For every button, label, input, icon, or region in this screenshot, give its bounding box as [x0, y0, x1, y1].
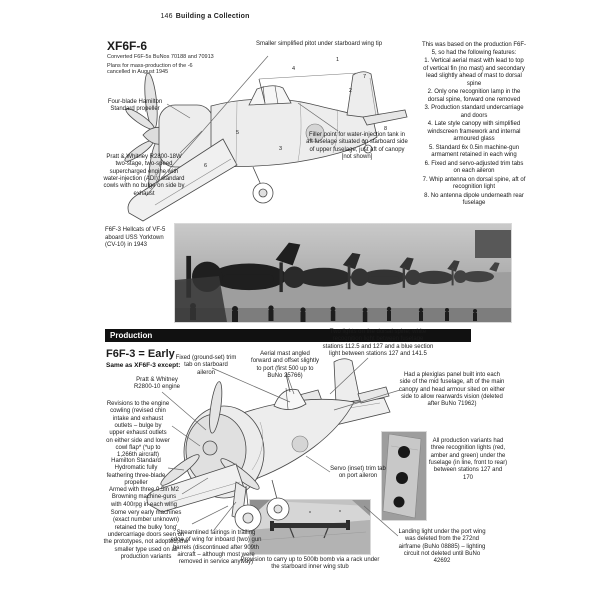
label-cowling-revisions: Revisions to the engine cowling (revised chin intake and exhaust outlets – bulge by upper exhaust outlets on either side and lower cowl flap* (*up to 1,266th aircraft)	[106, 401, 170, 459]
callout-3: 3	[279, 146, 283, 152]
label-three-blade-propeller: Hamilton Standard Hydromatic fully feathering three-blade propeller	[106, 458, 166, 486]
label-gun-fairings: Streamlined fairings in trailing edge of wing for inboard (two) gun barrels (discontinued after 909th aircraft – although most were removed in service anyway)	[170, 530, 262, 566]
xf6f6-subtitle: Converted F6F-5s BuNos 70188 and 70913	[107, 54, 214, 60]
label-four-blade-propeller: Four-blade Hamilton Standard propeller	[107, 99, 163, 113]
feature-intro: This was based on the production F6F-5, so had the following features:	[421, 42, 527, 56]
callout-8: 8	[384, 126, 388, 132]
page-number: 146	[160, 13, 173, 20]
label-landing-light: Landing light under the port wing was deleted from the 272nd airframe (BuNo 08885) – lighting circuit not deleted until BuNo 42692	[398, 529, 486, 565]
callout-6: 6	[204, 163, 208, 169]
production-banner: Production	[105, 329, 471, 342]
callout-5: 5	[236, 130, 240, 136]
label-aerial-mast: Aerial mast angled forward and offset slightly to port (first 500 up to BuNo 25766)	[251, 351, 319, 379]
callout-2: 2	[349, 88, 353, 94]
label-dorsal-lights: Two lights on the dorsal spine; white recognition light between fuselage stations 112.5 and 127 and a blue section light between stations 127 and 141.5	[322, 329, 434, 357]
feature-item: 2. Only one recognition lamp in the dorsal spine, forward one removed	[427, 89, 521, 103]
feature-item: 7. Whip antenna on dorsal spine, aft of recognition light	[422, 176, 526, 190]
photo1-caption: F6F-3 Hellcats of VF-5 aboard USS Yorktown (CV-10) in 1943	[105, 227, 166, 248]
photo2-caption: Provision to carry up to 500lb bomb via a rack under the starboard inner wing stub	[240, 557, 380, 571]
f6f3-early-title: F6F-3 = Early	[106, 348, 175, 360]
feature-item: 8. No antenna dipole underneath rear fuselage	[424, 192, 524, 206]
label-pitot: Smaller simplified pitot under starboard wing tip	[255, 41, 383, 47]
xf6f6-note: Plans for mass-production of the -6 cancelled in August 1945	[107, 63, 193, 75]
callout-1: 1	[336, 57, 340, 63]
label-water-filler: Filler point for water-injection tank in aft fuselage situated on starboard side of upper fuselage, just aft of canopy [not shown]	[306, 132, 408, 160]
feature-item: 1. Vertical aerial mast with lead to top of vertical fin (no mast) and secondary lead slightly ahead of mast to dorsal spine	[423, 58, 525, 87]
label-armament: Armed with three 0.5in M2 Browning machine-guns with 400rpg in each wing	[108, 487, 180, 508]
label-engine-r2800-10: Pratt & Whitney R2800-10 engine	[133, 377, 181, 391]
label-servo-trim-tab: Servo (inset) trim tab on port aileron	[330, 466, 386, 480]
feature-item: 4. Late style canopy with simplified windscreen framework and internal armoured glass	[427, 121, 521, 142]
callout-4: 4	[292, 66, 296, 72]
feature-item: 5. Standard 6x 0.5in machine-gun armament retained in each wing	[428, 144, 520, 158]
feature-item: 6. Fixed and servo-adjusted trim tabs on each aileron	[424, 160, 524, 174]
label-plexiglas-panel: Had a plexiglas panel built into each side of the mid fuselage, aft of the main canopy and head armour sited on either side to allow rearwards vision (deleted after BuNo 71962)	[398, 372, 506, 408]
feature-item: 3. Production standard undercarriage and doors	[424, 105, 524, 119]
label-recognition-lights: All production variants had three recognition lights (red, amber and green) under the fuselage (in line, front to rear) between stations 127 and 170	[428, 438, 508, 481]
f6f3-early-subtitle: Same as XF6F-3 except:	[106, 362, 181, 369]
xf6f6-title: XF6F-6	[107, 39, 148, 53]
chapter-title: Building a Collection	[175, 13, 250, 20]
label-engine-r2800-18w: Pratt & Whitney R2800-18W two-stage, two-speed supercharged engine with water-injection (ADI); standard cowls with no bulge on side by exhaust	[103, 154, 185, 197]
label-fixed-trim-tab: Fixed (ground-set) trim tab on starboard aileron	[175, 355, 237, 376]
callout-7: 7	[363, 74, 367, 80]
label-undercarriage-doors: Some very early machines (exact number unknown) retained the bulky 'long' undercarriage doors seen on the prototypes, not adopted; the smaller type used on all production variants	[103, 510, 189, 560]
